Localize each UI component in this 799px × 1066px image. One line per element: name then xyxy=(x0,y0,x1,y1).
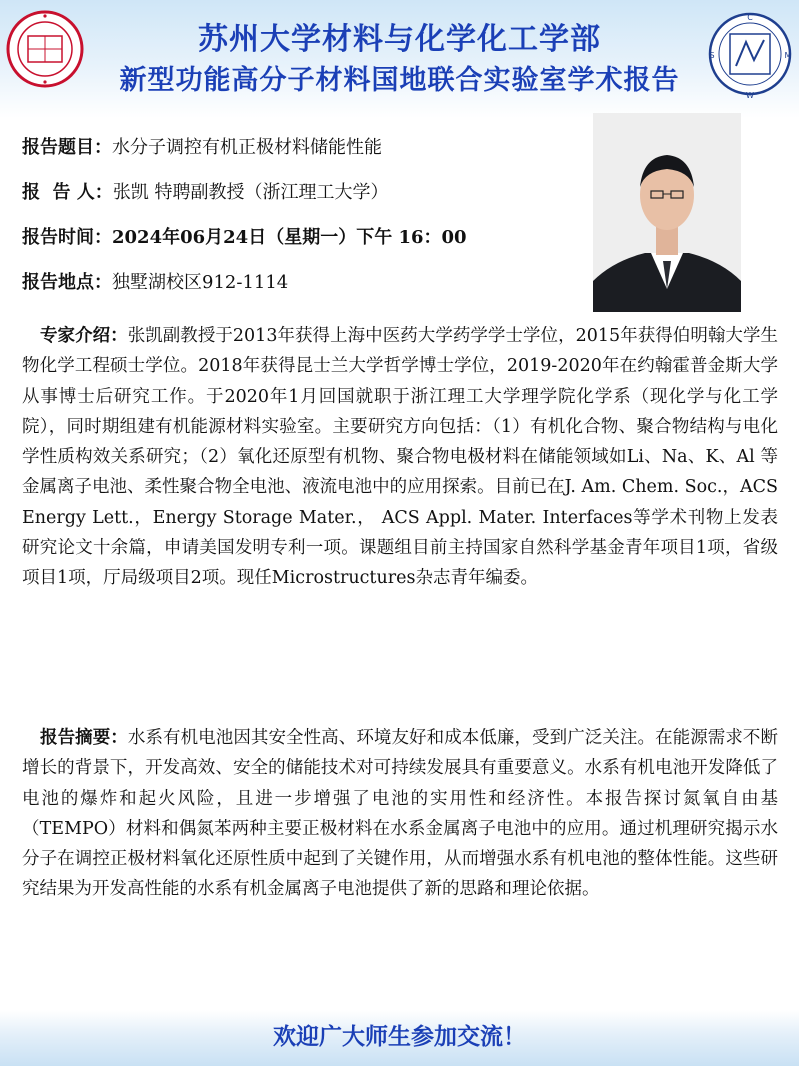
svg-text:C: C xyxy=(747,13,753,22)
page-title: 苏州大学材料与化学化工学部 xyxy=(198,22,601,57)
speaker-photo xyxy=(593,113,741,312)
bio-text: 张凯副教授于2013年获得上海中医药大学药学学士学位，2015年获得伯明翰大学生物化学工程硕士学位。2018年获得昆士兰大学哲学博士学位，2019-2020年在约翰霍普金斯大学从事博士后研究工作。于2020年1月回国就职于浙江理工大学理学院化学系（现化学与化工学院），同时期组建有机能源材料实验室。主要研究方向包括：（1）有机化合物、聚合物结构与电化学性质构效关系研究；（2）氧化还原型有机物、聚合物电极材料在储能领域如Li、Na、K、Al 等金属离子电池、柔性聚合物全电池、液流电池中的应用探索。目前已在J. Am. Chem. Soc.，ACS Energy Lett.，Energy Storage Mater.， ACS Appl. Mater. Interfaces等学术刊物上发表研究论文十余篇，申请美国发明专利一项。课题组目前主持国家自然科学基金青年项目1项，省级项目1项，厅局级项目2项。现任Microstructures杂志青年编委。 xyxy=(22,326,778,589)
bio-label: 专家介绍： xyxy=(40,326,128,346)
place-value: 独墅湖校区912-1114 xyxy=(112,272,289,293)
footer-welcome-text: 欢迎广大师生参加交流！ xyxy=(273,1024,526,1050)
topic-row xyxy=(22,133,382,159)
abstract-paragraph xyxy=(22,723,778,905)
svg-text:W: W xyxy=(746,91,754,100)
speaker-row xyxy=(22,178,389,204)
svg-text:M: M xyxy=(784,51,792,60)
time-label: 报告时间： xyxy=(22,227,112,248)
abstract-text: 水系有机电池因其安全性高、环境友好和成本低廉，受到广泛关注。在能源需求不断增长的背景下，开发高效、安全的储能技术对可持续发展具有重要意义。水系有机电池开发降低了电池的爆炸和起火风险，且进一步增强了电池的实用性和经济性。本报告探讨氮氧自由基（TEMPO）材料和偶氮苯两种主要正极材料在水系金属离子电池中的应用。通过机理研究揭示水分子在调控正极材料氧化还原性质中起到了关键作用，从而增强水系有机电池的整体性能。这些研究结果为开发高性能的水系有机金属离子电池提供了新的思路和理论依据。 xyxy=(22,728,779,900)
time-row xyxy=(22,223,467,249)
bio-paragraph xyxy=(22,321,778,594)
time-value: 2024年06月24日（星期一）下午 16：00 xyxy=(112,227,467,248)
abstract-label: 报告摘要： xyxy=(40,728,128,748)
page-subtitle: 新型功能高分子材料国地联合实验室学术报告 xyxy=(119,65,680,96)
topic-label: 报告题目： xyxy=(22,137,112,158)
svg-text:S: S xyxy=(709,51,715,60)
place-label: 报告地点： xyxy=(22,272,112,293)
speaker-label: 报 告 人： xyxy=(22,182,113,203)
speaker-value: 张凯 特聘副教授（浙江理工大学） xyxy=(112,182,389,203)
place-row xyxy=(22,268,288,294)
topic-value: 水分子调控有机正极材料储能性能 xyxy=(112,137,382,158)
